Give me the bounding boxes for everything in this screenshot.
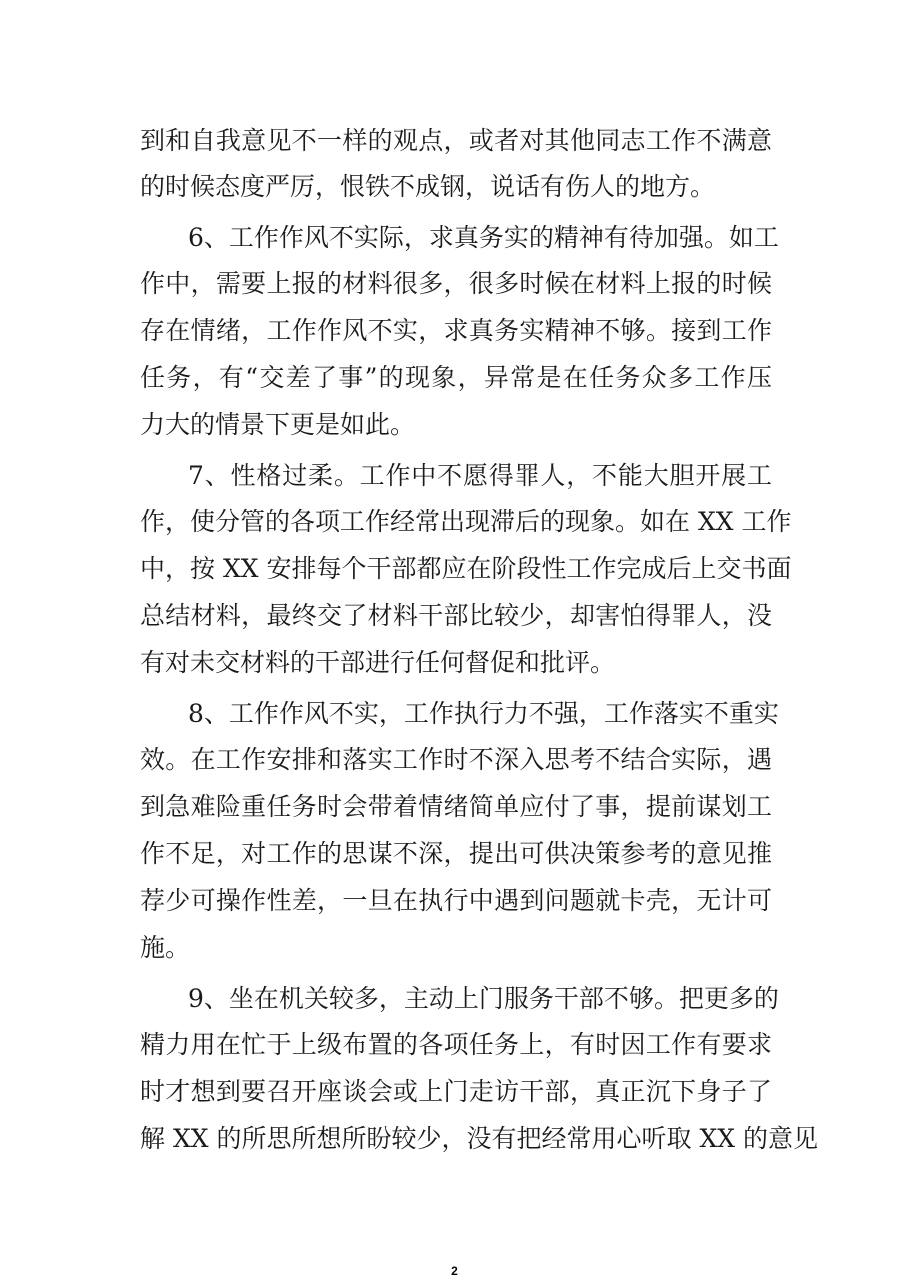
paragraph-8-first-line: 8、工作作风不实，工作执行力不强，工作落实不重实 bbox=[188, 699, 779, 728]
text-line: 时才想到要召开座谈会或上门走访干部，真正沉下身子了 bbox=[140, 1077, 772, 1106]
text-line: 中，按 XX 安排每个干部都应在阶段性工作完成后上交书面 bbox=[140, 554, 792, 583]
paragraph-9-first-line: 9、坐在机关较多，主动上门服务干部不够。把更多的 bbox=[188, 984, 779, 1013]
text-line: 施。 bbox=[140, 933, 191, 962]
text-line: 的时候态度严厉，恨铁不成钢，说话有伤人的地方。 bbox=[140, 172, 716, 201]
text-line: 荐少可操作性差，一旦在执行中遇到问题就卡壳，无计可 bbox=[140, 886, 772, 915]
text-line: 到和自我意见不一样的观点，或者对其他同志工作不满意 bbox=[140, 126, 772, 155]
text-line: 效。在工作安排和落实工作时不深入思考不结合实际，遇 bbox=[140, 745, 772, 774]
text-line: 精力用在忙于上级布置的各项任务上，有时因工作有要求 bbox=[140, 1030, 772, 1059]
text-line: 到急难险重任务时会带着情绪简单应付了事，提前谋划工 bbox=[140, 792, 772, 821]
text-line: 存在情绪，工作作风不实，求真务实精神不够。接到工作 bbox=[140, 316, 772, 345]
text-line: 有对未交材料的干部进行任何督促和批评。 bbox=[140, 648, 616, 677]
text-line: 作中，需要上报的材料很多，很多时候在材料上报的时候 bbox=[140, 269, 772, 298]
text-line: 任务，有“交差了事”的现象，异常是在任务众多工作压 bbox=[140, 363, 772, 392]
paragraph-7-first-line: 7、性格过柔。工作中不愿得罪人，不能大胆开展工 bbox=[188, 461, 772, 490]
text-line: 作不足，对工作的思谋不深，提出可供决策参考的意见推 bbox=[140, 839, 772, 868]
page-number: 2 bbox=[451, 1264, 458, 1278]
text-line: 力大的情景下更是如此。 bbox=[140, 410, 416, 439]
text-line: 作，使分管的各项工作经常出现滞后的现象。如在 XX 工作 bbox=[140, 507, 792, 536]
text-line: 解 XX 的所思所想所盼较少，没有把经常用心听取 XX 的意见 bbox=[140, 1124, 818, 1153]
paragraph-6-first-line: 6、工作作风不实际，求真务实的精神有待加强。如工 bbox=[188, 223, 779, 252]
text-line: 总结材料，最终交了材料干部比较少，却害怕得罪人，没 bbox=[140, 601, 772, 630]
